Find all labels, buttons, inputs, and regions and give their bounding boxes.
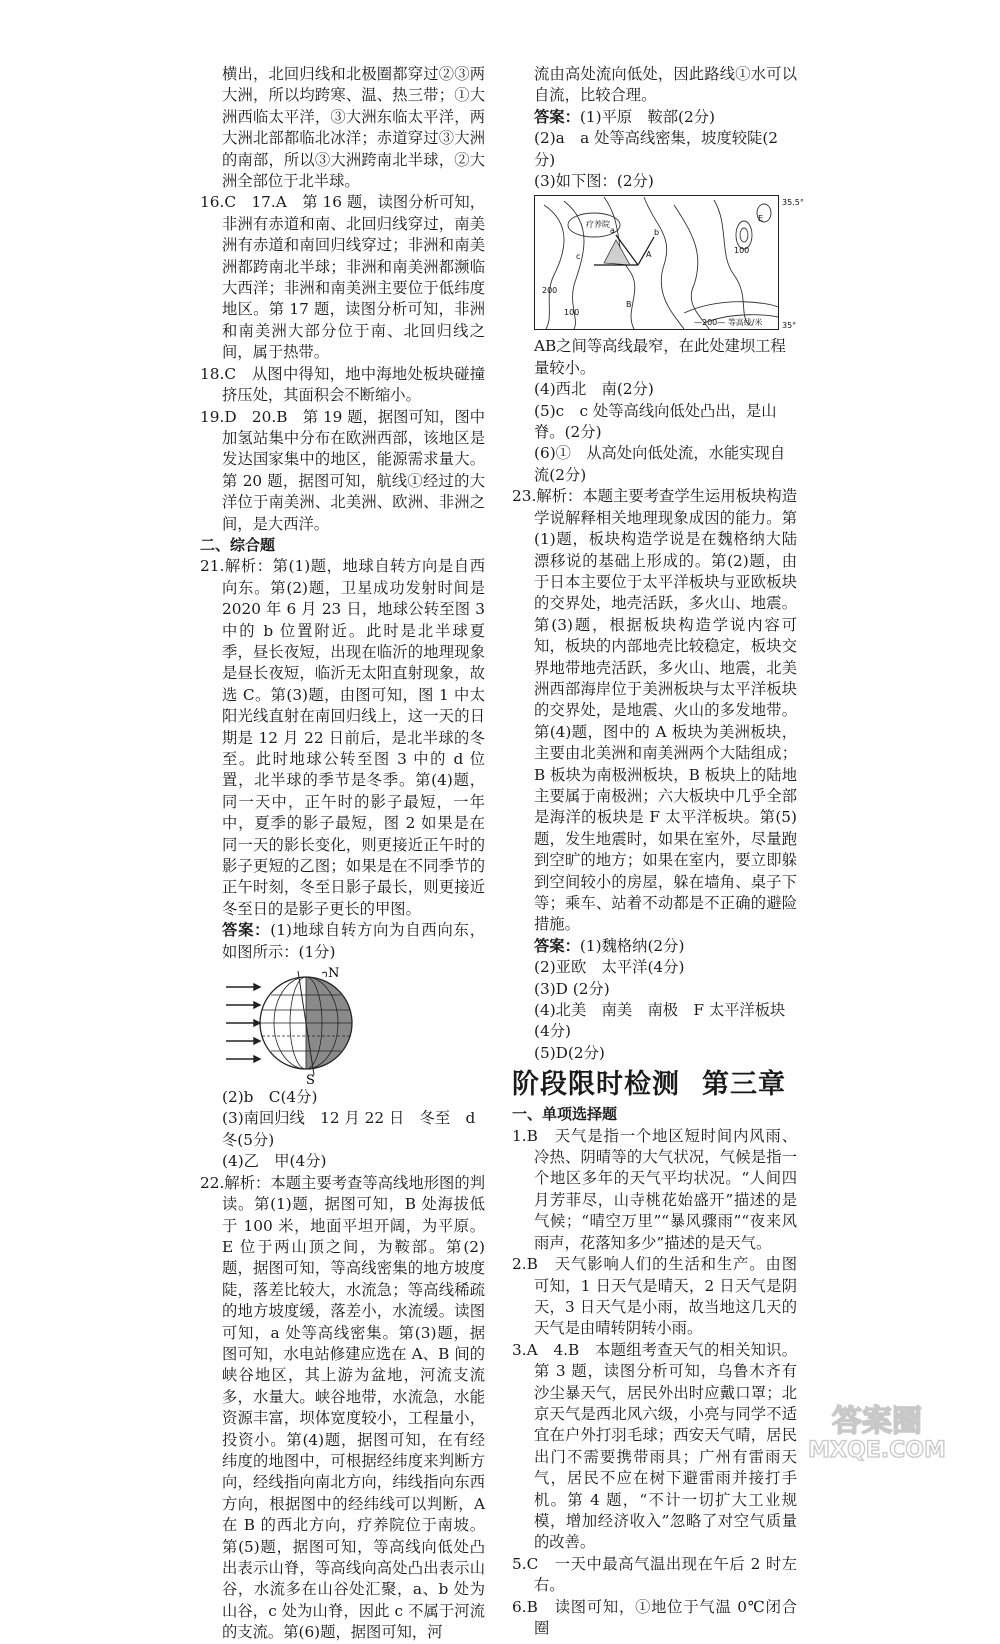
answer-ch3-6: 6.B 读图可知，①地位于气温 0℃闭合圈 [512, 1597, 797, 1637]
answer-21-analysis: 21.解析：第(1)题，地球自转方向是自西向东。第(2)题，卫星成功发射时间是 2020 年 6 月 23 日，地球公转至图 3 中的 b 位置附近。此时是北半球夏季，昼长夜短，出现在临沂的地理现象是昼长夜短，临沂无太阳直射现象，故选 C。第(3)题，由图可知，图 1 中太阳光线直射在南回归线上，这一天的日期是 12 月 22 日前后，是北半球的冬至。此时地球公转至图 3 中的 d 位置，北半球的季节是冬季。第(4)题，同一天中，正午时的影子最短，一年中，夏季的影子最短，图 2 如果是在同一天的影长变化，则更接近正午时的影子更短的乙图；如果是在不同季节的正午时刻，冬至日影子最长，则更接近冬至日的是影子更长的甲图。 [200, 557, 485, 918]
answer-label: 答案： [534, 936, 580, 955]
answer-22-answer-5: (5)c c 处等高线向低处凸出，是山脊。(2分) [534, 401, 777, 442]
answer-22-text-1: (1)平原 鞍部(2分) [579, 107, 716, 126]
answer-21-text-1: (1)地球自转方向为自西向东，如图所示：(1分) [222, 921, 485, 961]
answer-23-analysis: 23.解析：本题主要考查学生运用板块构造学说解释相关地理现象成因的能力。第(1)题，板块构造学说是在魏格纳大陆漂移说的基础上形成的。第(2)题，由于日本主要位于太平洋板块与亚欧板块的交界处，地壳活跃，多火山、地震。第(3)题，根据板块构造学说内容可知，板块的内部地壳比较稳定，板块交界地带地壳活跃，多火山、地震，北美洲西部海岸位于美洲板块与太平洋板块的交界处，是地震、火山的多发地带。第(4)题，图中的 A 板块为美洲板块，主要由北美洲和南美洲两个大陆组成；B 板块为南极洲板块，B 板块上的陆地主要属于南极洲；六大板块中几乎全部是海洋的板块是 F 太平洋板块。第(5)题，发生地震时，如果在室外，尽量跑到空旷的地方；如果在室内，要立即躲到空间较小的房屋，躲在墙角、桌子下等；乘车、站着不动都是不正确的避险措施。 [512, 487, 797, 934]
answer-22-answer-2: (2)a a 处等高线密集，坡度较陡(2 分) [534, 129, 779, 169]
answer-ch3-1: 1.B 天气是指一个地区短时间内风雨、冷热、阴晴等的大气状况，气候是指一个地区多年的天气平均状况。“人间四月芳菲尽，山寺桃花始盛开”描述的是气候；“晴空万里”“暴风骤雨”“夜来风雨声，花落知多少”描述的是天气。 [512, 1126, 797, 1252]
q15-continued: 横出，北回归线和北极圈都穿过②③两大洲，所以均跨寒、温、热三带；①大洲西临太平洋，③大洲东临太平洋，两大洲北部都临北冰洋；赤道穿过③大洲的南部，所以③大洲跨南北半球，②大洲全部位于北半球。 [222, 65, 485, 191]
map-label-b: b [654, 228, 660, 238]
answer-22-answer-6: (6)① 从高处向低处流，水能实现自流(2分) [534, 444, 786, 484]
answer-ch3-5: 5.C 一天中最高气温出现在午后 2 时左右。 [512, 1554, 797, 1595]
map-label-e: E [758, 214, 764, 224]
map-legend: —200— 等高线/米 [694, 318, 763, 328]
answer-21-answer-4: (4)乙 甲(4分) [222, 1152, 327, 1171]
watermark-url: MXQE.COM [808, 1438, 946, 1463]
answer-22-answer-3: (3)如下图：(2分) [534, 172, 654, 191]
answer-label: 答案： [222, 921, 271, 940]
answer-23-answer-5: (5)D(2分) [534, 1043, 605, 1062]
section-heading-comprehensive: 二、综合题 [200, 535, 276, 554]
chapter-heading [512, 1068, 797, 1102]
globe-north-label: N [328, 966, 340, 982]
globe-south-label: S [306, 1073, 315, 1089]
answer-23-answer-1 [512, 936, 797, 957]
map-label-a: a [610, 226, 615, 236]
chapter-heading-left: 阶段限时检测 [512, 1069, 680, 1101]
answer-21-answer-1 [200, 920, 485, 963]
answer-23-answer-3: (3)D (2分) [534, 979, 610, 998]
answer-21-answer-2: (2)b C(4分) [222, 1088, 318, 1107]
answer-21-answer-3: (3)南回归线 12 月 22 日 冬至 d 冬(5分) [222, 1109, 491, 1149]
map-lat-top: 35.5° [782, 198, 804, 208]
answer-22-answer-3-text: AB之间等高线最窄，在此处建坝工程量较小。 [534, 337, 786, 377]
map-label-c: c [576, 252, 581, 262]
watermark-logo [782, 1401, 972, 1461]
map-label-b-upper: B [626, 300, 632, 310]
map-lat-bottom: 35° [782, 321, 797, 331]
section-heading-single-choice: 一、单项选择题 [512, 1105, 618, 1124]
map-label-a-upper: A [646, 250, 652, 260]
answer-label: 答案： [534, 107, 580, 126]
answer-16-17: 16.C 17.A 第 16 题，读图分析可知，非洲有赤道和南、北回归线穿过，南美洲有赤道和南回归线穿过；非洲和南美洲都跨南北半球；非洲和南美洲都濒临大西洋；非洲和南美洲主要位于低纬度地区。第 17 题，读图分析可知，非洲和南美洲大部分位于南、北回归线之间，属于热带。 [200, 193, 485, 362]
answer-ch3-3-4: 3.A 4.B 本题组考查天气的相关知识。第 3 题，读图分析可知，乌鲁木齐有沙尘暴天气，居民外出时应戴口罩；北京天气是西北风六级，小亮与同学不适宜在户外打羽毛球；西安天气晴，居民出门不需要携带雨具；广州有雷雨天气，居民不应在树下避雷雨并接打手机。第 4 题，“不计一切扩大工业规模，增加经济收入”忽略了对空气质量的改善。 [512, 1340, 797, 1552]
right-column [512, 64, 804, 1639]
contour-map-figure [534, 195, 804, 331]
answer-22-analysis: 22.解析：本题主要考查等高线地形图的判读。第(1)题，据图可知，B 处海拔低于 100 米，地面平坦开阔，为平原。E 位于两山顶之间，为鞍部。第(2)题，据图可知，等高线密集的地方坡度陡，落差比较大，水流急；等高线稀疏的地方坡度缓，落差小，水流缓。读图可知，a 处等高线密集。第(3)题，据图可知，水电站修建应选在 A、B 间的峡谷地区，其上游为盆地，河流支流多，水量大。峡谷地带，水流急，水能资源丰富，坝体宽度较小，工程量小，投资小。第(4)题，据图可知，在有经纬度的地图中，可根据经纬度来判断方向，经线指向南北方向，纬线指向东西方向，根据图中的经纬线可以判断，A 在 B 的西北方向，疗养院位于南坡。第(5)题，据图可知，等高线向低处凸出表示山脊，等高线向高处凸出表示山谷，水流多在山谷处汇聚，a、b 处为山谷，c 处为山脊，因此 c 不属于河流的支流。第(6)题，据图可知，河 [200, 1173, 485, 1642]
answer-18: 18.C 从图中得知，地中海地处板块碰撞挤压处，其面积会不断缩小。 [200, 364, 485, 405]
answer-22-answer-4: (4)西北 南(2分) [534, 380, 654, 399]
answer-22-continued: 流由高处流向低处，因此路线①水可以自流，比较合理。 [534, 65, 797, 105]
map-label-100b: 100 [564, 308, 580, 318]
answer-22-answer-1 [512, 107, 797, 128]
answer-23-answer-4: (4)北美 南美 南极 F 太平洋板块(4分) [534, 1001, 786, 1041]
map-label-sanatorium: 疗养院 [586, 220, 610, 230]
map-label-100a: 100 [734, 246, 750, 256]
answer-23-text-1: (1)魏格纳(2分) [579, 936, 685, 955]
earth-rotation-figure [224, 965, 384, 1089]
chapter-heading-right: 第三章 [702, 1069, 786, 1101]
answer-23-answer-2: (2)亚欧 太平洋(4分) [534, 958, 685, 977]
left-column [200, 64, 491, 1644]
watermark-text: 答案圈 [832, 1404, 922, 1439]
answer-19-20: 19.D 20.B 第 19 题，据图可知，图中加氢站集中分布在欧洲西部，该地区是发达国家集中的地区，能源需求量大。第 20 题，据图可知，航线①经过的大洋位于南美洲、北美洲、欧洲、非洲之间，是大西洋。 [200, 407, 485, 533]
map-label-200: 200 [542, 286, 558, 296]
answer-ch3-2: 2.B 天气影响人们的生活和生产。由图可知，1 日天气是晴天，2 日天气是阴天，3 日天气是小雨，故当地这几天的天气是由晴转阴转小雨。 [512, 1255, 797, 1338]
